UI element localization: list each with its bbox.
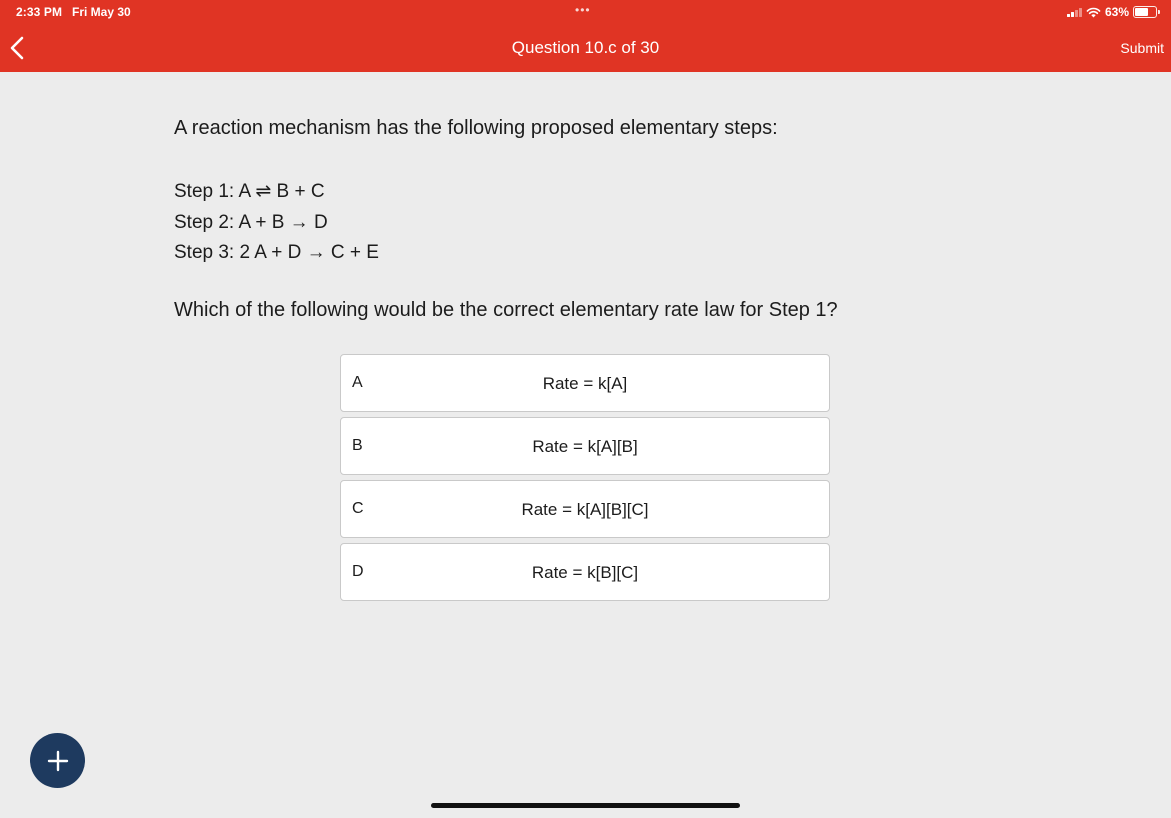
- page-title: Question 10.c of 30: [511, 38, 660, 57]
- choice-letter: B: [352, 437, 363, 454]
- step-1: Step 1: A ⇌ B + C: [174, 181, 325, 202]
- choice-text: Rate = k[A][B][C]: [521, 500, 649, 519]
- question-prompt: Which of the following would be the correct elementary rate law for Step 1?: [174, 299, 838, 321]
- status-date: Fri May 30: [72, 5, 131, 19]
- status-indicators: [1067, 4, 1157, 20]
- signal-icon: [1067, 7, 1082, 17]
- submit-button[interactable]: Submit: [1120, 40, 1164, 56]
- step-2: Step 2: A + B → D: [174, 211, 328, 233]
- step-3: Step 3: 2 A + D → C + E: [174, 242, 379, 263]
- choice-letter: D: [352, 563, 364, 580]
- answer-choice-d[interactable]: [340, 543, 830, 601]
- plus-icon: [47, 750, 69, 772]
- multitasking-dots-icon[interactable]: •••: [575, 3, 591, 17]
- choice-letter: C: [352, 500, 364, 517]
- mechanism-steps: [174, 177, 379, 269]
- home-indicator[interactable]: [431, 803, 740, 808]
- answer-choice-a[interactable]: [340, 354, 830, 412]
- battery-percent: 63%: [1104, 5, 1129, 19]
- question-intro: A reaction mechanism has the following proposed elementary steps:: [174, 117, 778, 139]
- answer-choice-b[interactable]: [340, 417, 830, 475]
- choice-text: Rate = k[A][B]: [532, 437, 638, 456]
- choice-text: Rate = k[B][C]: [531, 563, 639, 582]
- add-button[interactable]: [30, 733, 85, 788]
- status-time: 2:33 PM: [16, 5, 63, 19]
- choice-text: Rate = k[A]: [542, 374, 628, 393]
- choice-letter: A: [352, 374, 363, 391]
- app-header: [0, 0, 1171, 72]
- wifi-icon: [1086, 7, 1101, 18]
- answer-choice-c[interactable]: [340, 480, 830, 538]
- battery-icon: [1133, 6, 1157, 18]
- answer-choices: [340, 354, 830, 606]
